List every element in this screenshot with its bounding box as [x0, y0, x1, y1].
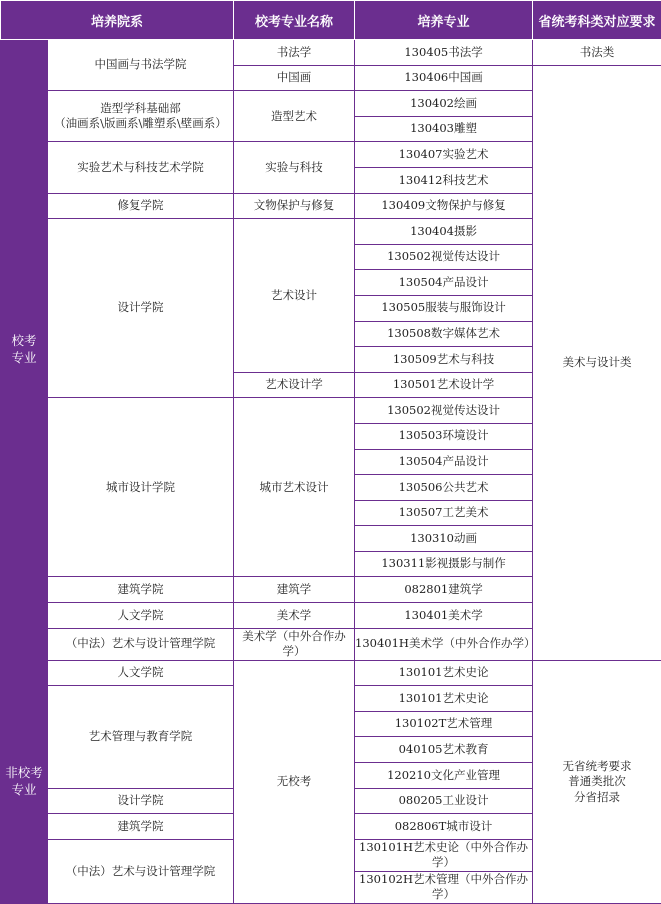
major-cell: 130509艺术与科技	[355, 347, 533, 373]
department-cell: 造型学科基础部 （油画系\版画系\雕塑系\壁画系）	[48, 91, 234, 142]
exam-major-cell: 中国画	[234, 65, 355, 91]
department-cell: 中国画与书法学院	[48, 40, 234, 91]
major-cell: 130101艺术史论	[355, 660, 533, 686]
major-cell: 130101艺术史论	[355, 686, 533, 712]
major-cell: 130102H艺术管理（中外合作办学）	[355, 871, 533, 903]
department-cell: （中法）艺术与设计管理学院	[48, 839, 234, 903]
major-cell: 130412科技艺术	[355, 167, 533, 193]
department-cell: 设计学院	[48, 788, 234, 814]
major-cell: 130501艺术设计学	[355, 372, 533, 398]
department-cell: 人文学院	[48, 660, 234, 686]
department-cell: 建筑学院	[48, 814, 234, 840]
major-cell: 040105艺术教育	[355, 737, 533, 763]
exam-major-cell: 艺术设计	[234, 219, 355, 373]
exam-major-cell: 建筑学	[234, 577, 355, 603]
major-cell: 130404摄影	[355, 219, 533, 245]
major-cell: 130505服装与服饰设计	[355, 295, 533, 321]
major-cell: 130401H美术学（中外合作办学）	[355, 628, 533, 660]
requirement-cell: 无省统考要求 普通类批次 分省招录	[533, 660, 661, 903]
exam-major-cell: 造型艺术	[234, 91, 355, 142]
department-cell: 艺术管理与教育学院	[48, 686, 234, 788]
requirement-cell: 美术与设计类	[533, 65, 661, 660]
exam-major-cell: 文物保护与修复	[234, 193, 355, 219]
major-cell: 130504产品设计	[355, 449, 533, 475]
major-cell: 082806T城市设计	[355, 814, 533, 840]
major-cell: 130507工艺美术	[355, 500, 533, 526]
major-cell: 080205工业设计	[355, 788, 533, 814]
header-row	[1, 1, 661, 40]
major-cell: 130406中国画	[355, 65, 533, 91]
major-cell: 130401美术学	[355, 603, 533, 629]
major-cell: 130402绘画	[355, 91, 533, 117]
header-requirement: 省统考科类对应要求	[533, 1, 661, 40]
header-exam-major: 校考专业名称	[234, 1, 355, 40]
section-label-school-exam: 校考 专业	[1, 40, 48, 661]
requirement-cell: 书法类	[533, 40, 661, 66]
exam-major-cell: 城市艺术设计	[234, 398, 355, 577]
exam-major-cell: 美术学（中外合作办学）	[234, 628, 355, 660]
header-department: 培养院系	[1, 1, 234, 40]
exam-major-cell: 无校考	[234, 660, 355, 903]
department-cell: 修复学院	[48, 193, 234, 219]
major-cell: 082801建筑学	[355, 577, 533, 603]
department-cell: 实验艺术与科技艺术学院	[48, 142, 234, 193]
major-cell: 130508数字媒体艺术	[355, 321, 533, 347]
major-cell: 130504产品设计	[355, 270, 533, 296]
major-cell: 130311影视摄影与制作	[355, 551, 533, 577]
major-cell: 120210文化产业管理	[355, 763, 533, 789]
major-cell: 130403雕塑	[355, 116, 533, 142]
exam-major-cell: 实验与科技	[234, 142, 355, 193]
section-label-non-school-exam: 非校考 专业	[1, 660, 48, 903]
department-cell: 城市设计学院	[48, 398, 234, 577]
exam-major-cell: 书法学	[234, 40, 355, 66]
department-cell: （中法）艺术与设计管理学院	[48, 628, 234, 660]
table-row	[1, 660, 661, 686]
major-cell: 130102T艺术管理	[355, 711, 533, 737]
department-cell: 建筑学院	[48, 577, 234, 603]
major-cell: 130405书法学	[355, 40, 533, 66]
major-cell: 130407实验艺术	[355, 142, 533, 168]
major-cell: 130506公共艺术	[355, 475, 533, 501]
major-cell: 130101H艺术史论（中外合作办学）	[355, 839, 533, 871]
major-cell: 130502视觉传达设计	[355, 244, 533, 270]
major-cell: 130502视觉传达设计	[355, 398, 533, 424]
table-row	[1, 40, 661, 66]
department-cell: 人文学院	[48, 603, 234, 629]
exam-major-cell: 美术学	[234, 603, 355, 629]
exam-major-cell: 艺术设计学	[234, 372, 355, 398]
major-cell: 130503环境设计	[355, 423, 533, 449]
major-cell: 130310动画	[355, 526, 533, 552]
major-cell: 130409文物保护与修复	[355, 193, 533, 219]
department-cell: 设计学院	[48, 219, 234, 398]
header-major: 培养专业	[355, 1, 533, 40]
